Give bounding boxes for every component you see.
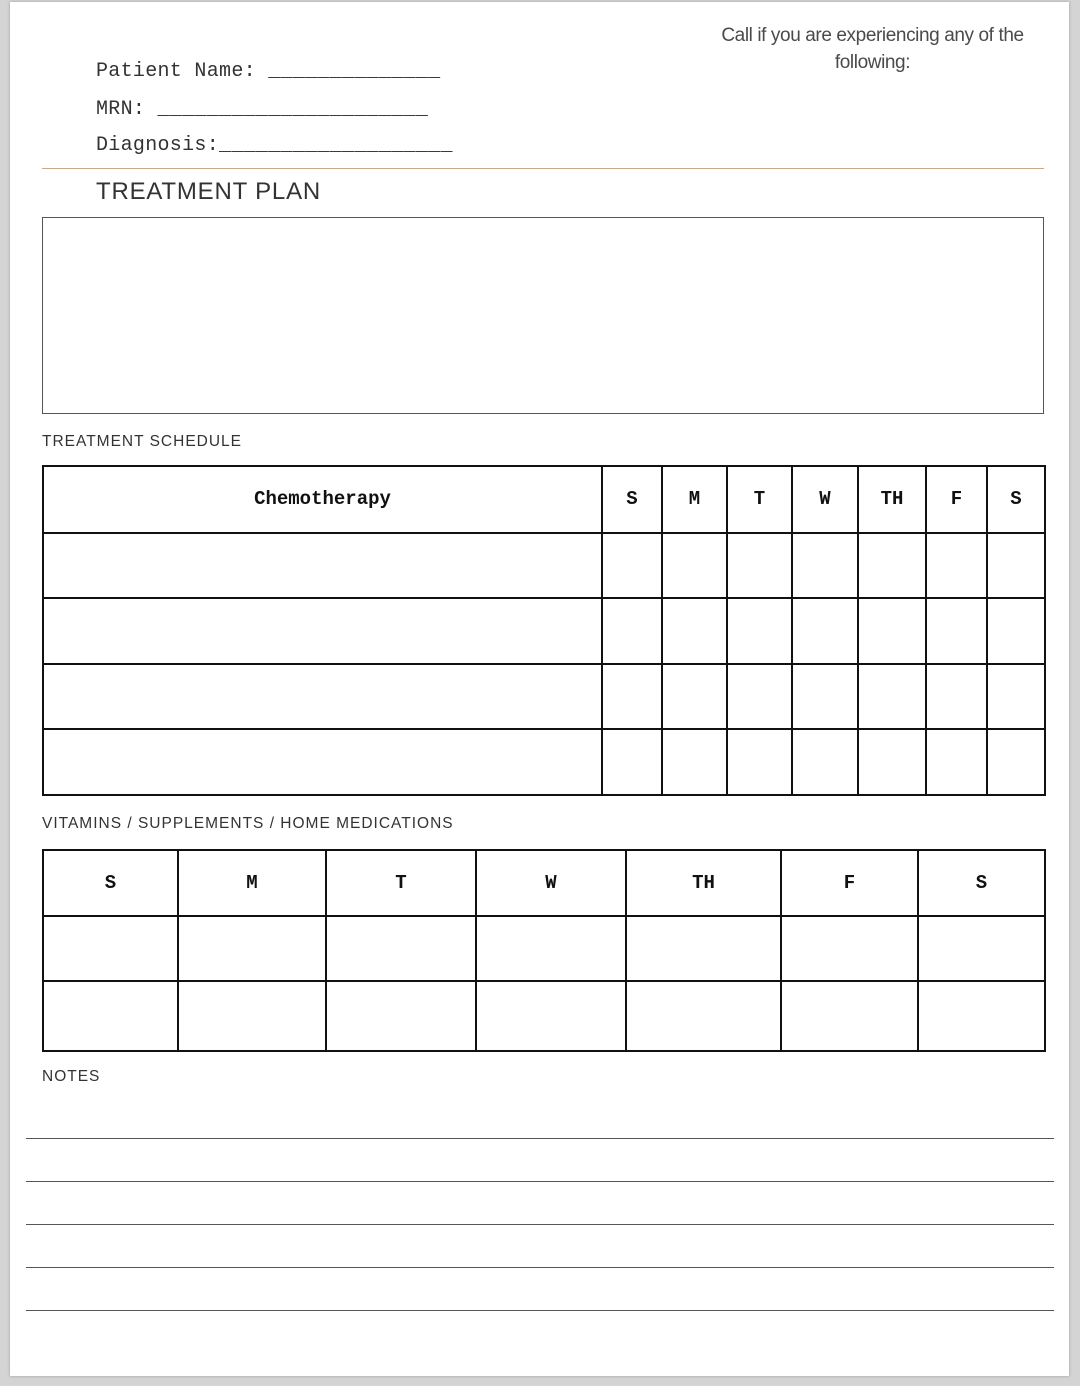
table-cell[interactable] [987,664,1045,730]
table-cell[interactable] [43,981,178,1051]
table-cell[interactable] [926,664,987,730]
column-header-saturday: S [987,466,1045,533]
notes-line[interactable] [26,1138,1054,1139]
table-cell[interactable] [602,729,662,795]
treatment-plan-title: TREATMENT PLAN [96,178,322,205]
column-header-monday: M [662,466,727,533]
diagnosis-field[interactable]: Diagnosis:___________________ [96,134,453,157]
column-header-tuesday: T [326,850,476,916]
notes-line[interactable] [26,1310,1054,1311]
vitamins-table [42,849,1046,1052]
header-divider [42,168,1044,169]
column-header-sunday: S [602,466,662,533]
table-cell[interactable] [476,981,626,1051]
table-cell[interactable] [926,533,987,599]
table-cell[interactable] [626,916,781,981]
column-header-wednesday: W [476,850,626,916]
column-header-saturday: S [918,850,1045,916]
table-cell[interactable] [662,729,727,795]
vitamins-label: VITAMINS / SUPPLEMENTS / HOME MEDICATIONS [42,815,454,832]
table-cell[interactable] [918,981,1045,1051]
table-cell[interactable] [792,729,858,795]
notes-line[interactable] [26,1267,1054,1268]
column-header-monday: M [178,850,326,916]
table-row [43,533,1045,599]
column-header-friday: F [781,850,918,916]
table-cell[interactable] [858,533,926,599]
treatment-schedule-table [42,465,1046,796]
table-cell[interactable] [727,664,792,730]
notes-line[interactable] [26,1224,1054,1225]
table-cell[interactable] [602,664,662,730]
table-cell[interactable] [727,533,792,599]
table-cell[interactable] [987,729,1045,795]
table-cell[interactable] [792,598,858,664]
table-cell[interactable] [987,533,1045,599]
table-cell[interactable] [926,729,987,795]
column-header-thursday: TH [626,850,781,916]
table-cell[interactable] [662,664,727,730]
table-cell[interactable] [43,729,602,795]
mrn-field[interactable]: MRN: ______________________ [96,98,429,121]
table-cell[interactable] [792,664,858,730]
table-cell[interactable] [626,981,781,1051]
table-row [43,664,1045,730]
table-cell[interactable] [727,598,792,664]
table-cell[interactable] [792,533,858,599]
table-cell[interactable] [926,598,987,664]
patient-name-field[interactable]: Patient Name: ______________ [96,60,441,83]
table-cell[interactable] [662,598,727,664]
table-cell[interactable] [43,664,602,730]
column-header-sunday: S [43,850,178,916]
column-header-wednesday: W [792,466,858,533]
schedule-header-row [43,466,1045,533]
table-cell[interactable] [43,533,602,599]
table-cell[interactable] [326,981,476,1051]
column-header-chemotherapy: Chemotherapy [43,466,602,533]
table-cell[interactable] [858,598,926,664]
table-row [43,916,1045,981]
table-row [43,729,1045,795]
table-cell[interactable] [178,916,326,981]
table-cell[interactable] [43,598,602,664]
table-cell[interactable] [727,729,792,795]
table-cell[interactable] [662,533,727,599]
table-cell[interactable] [602,598,662,664]
table-cell[interactable] [602,533,662,599]
call-instructions: Call if you are experiencing any of the following: [721,25,1024,73]
table-cell[interactable] [781,916,918,981]
treatment-plan-box[interactable] [42,217,1044,414]
table-cell[interactable] [178,981,326,1051]
notes-label: NOTES [42,1068,101,1085]
table-cell[interactable] [858,729,926,795]
treatment-schedule-label: TREATMENT SCHEDULE [42,433,243,450]
table-cell[interactable] [918,916,1045,981]
table-cell[interactable] [781,981,918,1051]
form-page [10,2,1069,1376]
table-row [43,598,1045,664]
vitamins-header-row [43,850,1045,916]
table-cell[interactable] [476,916,626,981]
table-cell[interactable] [43,916,178,981]
column-header-friday: F [926,466,987,533]
table-cell[interactable] [987,598,1045,664]
notes-line[interactable] [26,1181,1054,1182]
column-header-thursday: TH [858,466,926,533]
table-cell[interactable] [858,664,926,730]
column-header-tuesday: T [727,466,792,533]
table-cell[interactable] [326,916,476,981]
table-row [43,981,1045,1051]
